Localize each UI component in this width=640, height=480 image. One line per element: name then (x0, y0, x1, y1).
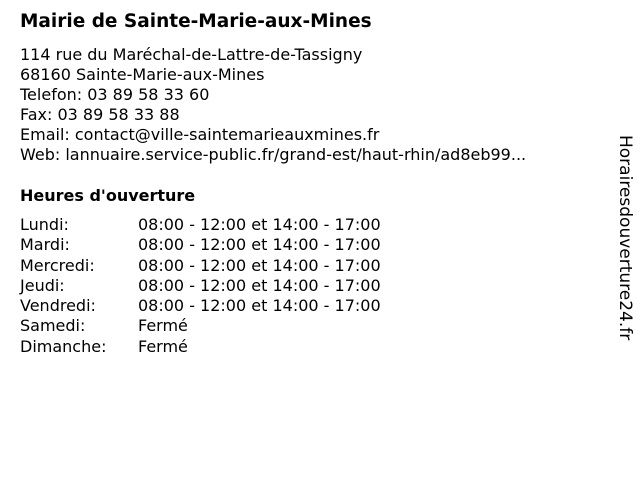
hours-row-tuesday (20, 235, 600, 255)
day-hours: 08:00 - 12:00 et 14:00 - 17:00 (138, 275, 381, 295)
day-hours: Fermé (138, 316, 188, 336)
hours-row-thursday (20, 276, 600, 296)
day-label: Lundi: (20, 215, 69, 234)
day-label: Jeudi: (20, 275, 65, 295)
opening-hours-table (20, 215, 600, 357)
address-street: 114 rue du Maréchal-de-Lattre-de-Tassigny (20, 45, 363, 64)
business-card (20, 9, 600, 357)
day-label: Samedi: (20, 316, 86, 336)
day-label: Vendredi: (20, 296, 96, 316)
day-hours: Fermé (138, 336, 188, 356)
site-watermark: Horairesdouverture24.fr (615, 135, 635, 341)
hours-row-sunday (20, 337, 600, 357)
day-hours: 08:00 - 12:00 et 14:00 - 17:00 (138, 215, 381, 234)
hours-row-wednesday (20, 256, 600, 276)
email-line: Email: contact@ville-saintemarieauxmines.fr (20, 125, 380, 144)
hours-row-monday (20, 215, 600, 235)
day-label: Mercredi: (20, 255, 95, 275)
day-hours: 08:00 - 12:00 et 14:00 - 17:00 (138, 255, 381, 275)
web-line: Web: lannuaire.service-public.fr/grand-est/haut-rhin/ad8eb99... (20, 145, 527, 164)
fax-line: Fax: 03 89 58 33 88 (20, 105, 180, 124)
address-block (20, 45, 600, 85)
hours-row-saturday (20, 316, 600, 336)
contact-block (20, 85, 600, 165)
hours-row-friday (20, 296, 600, 316)
day-hours: 08:00 - 12:00 et 14:00 - 17:00 (138, 296, 381, 316)
address-city: 68160 Sainte-Marie-aux-Mines (20, 65, 265, 84)
phone-line: Telefon: 03 89 58 33 60 (20, 85, 210, 104)
opening-hours-heading: Heures d'ouverture (20, 186, 196, 205)
day-label: Mardi: (20, 235, 70, 255)
day-hours: 08:00 - 12:00 et 14:00 - 17:00 (138, 235, 381, 255)
page-title: Mairie de Sainte-Marie-aux-Mines (20, 11, 372, 32)
day-label: Dimanche: (20, 336, 107, 356)
